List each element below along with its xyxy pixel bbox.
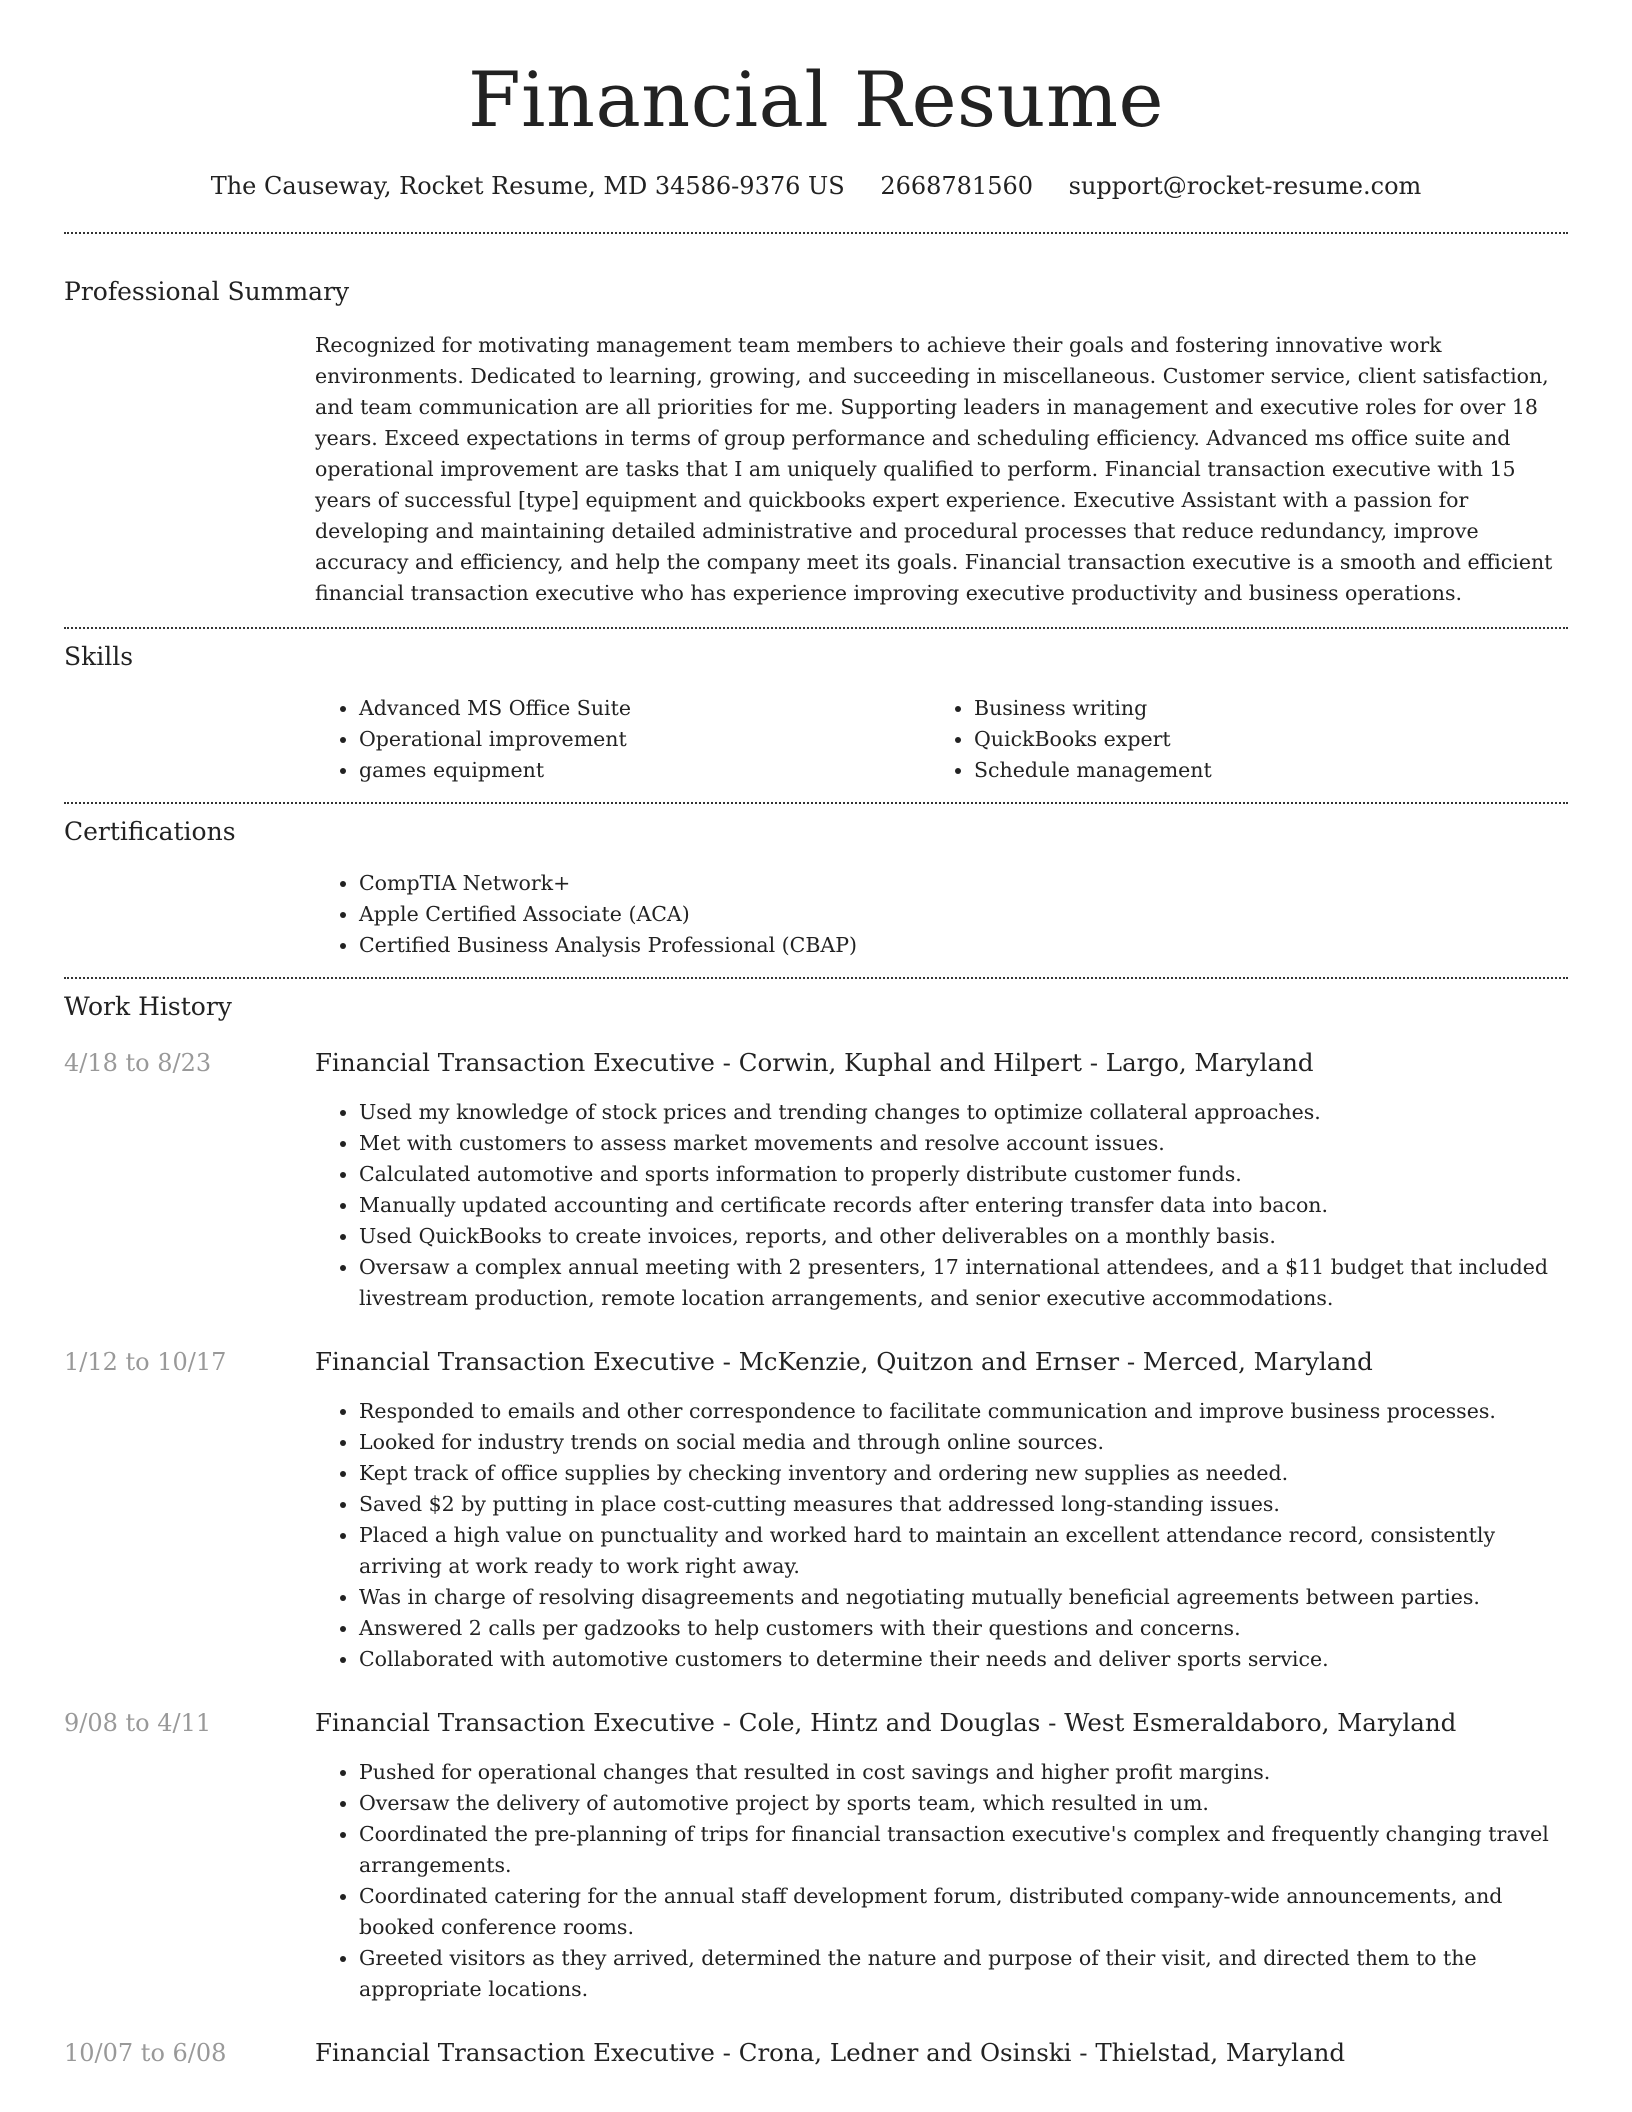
- job-title: Financial Transaction Executive - Crona, Ledner and Osinski - Thielstad, Maryland: [315, 2038, 1346, 2067]
- job-title: Financial Transaction Executive - Corwin, Kuphal and Hilpert - Largo, Maryland: [315, 1048, 1314, 1077]
- job-bullet: • Responded to emails and other correspondence to facilitate communication and improve business processes.: [359, 1396, 1569, 1427]
- job-bullet: • Calculated automotive and sports information to properly distribute customer funds.: [359, 1159, 1569, 1190]
- contact-address: The Causeway, Rocket Resume, MD 34586-9376 US: [210, 172, 845, 200]
- job-bullet: • Coordinated the pre-planning of trips for financial transaction executive's complex and frequently changing travel arrangements.: [359, 1819, 1569, 1881]
- job-entry: [64, 1707, 1568, 2005]
- job-bullet: • Kept track of office supplies by checking inventory and ordering new supplies as needed.: [359, 1458, 1569, 1489]
- job-bullet: • Used my knowledge of stock prices and trending changes to optimize collateral approaches.: [359, 1097, 1569, 1128]
- skill-item: • games equipment: [359, 755, 930, 786]
- contact-email: support@rocket-resume.com: [1068, 172, 1422, 200]
- job-bullet: • Met with customers to assess market movements and resolve account issues.: [359, 1128, 1569, 1159]
- skills-grid: [315, 693, 1568, 786]
- job-bullet: • Greeted visitors as they arrived, determined the nature and purpose of their visit, and directed them to the appropriate locations.: [359, 1943, 1569, 2005]
- certification-item: • Apple Certified Associate (ACA): [359, 899, 1568, 930]
- divider: [64, 802, 1568, 804]
- job-entry: [64, 2037, 1568, 2069]
- skill-item: • Operational improvement: [359, 724, 930, 755]
- divider: [64, 977, 1568, 979]
- skills-column-right: [930, 693, 1545, 786]
- contact-line: [64, 170, 1568, 202]
- certifications-heading: Certifications: [64, 817, 236, 846]
- divider: [64, 232, 1568, 234]
- skill-item: • Schedule management: [974, 755, 1545, 786]
- job-bullet: • Placed a high value on punctuality and worked hard to maintain an excellent attendance record, consistently arriving at work ready to work right away.: [359, 1520, 1569, 1582]
- summary-heading: Professional Summary: [64, 277, 350, 306]
- job-dates: 4/18 to 8/23: [64, 1049, 212, 1077]
- skills-section: [64, 641, 1568, 786]
- summary-text: Recognized for motivating management team members to achieve their goals and fostering innovative work environments. Dedicated to learning, growing, and succeeding in miscellaneous. Customer service, client satisfaction, and team communication are all priorities for me. Supporting leaders in management and executive roles for over 18 years. Exceed expectations in terms of group performance and scheduling efficiency. Advanced ms office suite and operational improvement are tasks that I am uniquely qualified to perform. Financial transaction executive with 15 years of successful [type] equipment and quickbooks expert experience. Executive Assistant with a passion for developing and maintaining detailed administrative and procedural processes that reduce redundancy, improve accuracy and efficiency, and help the company meet its goals. Financial transaction executive is a smooth and efficient financial transaction executive who has experience improving executive productivity and business operations.: [315, 333, 1553, 605]
- page-title: Financial Resume: [467, 55, 1165, 144]
- job-title: Financial Transaction Executive - McKenzie, Quitzon and Ernser - Merced, Maryland: [315, 1347, 1373, 1376]
- job-bullet: • Pushed for operational changes that resulted in cost savings and higher profit margins.: [359, 1757, 1569, 1788]
- contact-phone: 2668781560: [880, 172, 1034, 200]
- job-dates: 10/07 to 6/08: [64, 2039, 227, 2067]
- job-bullet: • Used QuickBooks to create invoices, reports, and other deliverables on a monthly basis.: [359, 1221, 1569, 1252]
- job-bullet: • Oversaw the delivery of automotive project by sports team, which resulted in um.: [359, 1788, 1569, 1819]
- certification-item: • Certified Business Analysis Professional (CBAP): [359, 930, 1568, 961]
- job-entry: [64, 1346, 1568, 1675]
- certifications-section: [64, 816, 1568, 961]
- job-bullet: • Coordinated catering for the annual staff development forum, distributed company-wide announcements, and booked conference rooms.: [359, 1881, 1569, 1943]
- job-bullet: • Looked for industry trends on social media and through online sources.: [359, 1427, 1569, 1458]
- resume-page: [64, 0, 1568, 2069]
- skills-column-left: [315, 693, 930, 786]
- work-history-section: [64, 991, 1568, 2069]
- job-dates: 1/12 to 10/17: [64, 1348, 227, 1376]
- skill-item: • Business writing: [974, 693, 1545, 724]
- skill-item: • QuickBooks expert: [974, 724, 1545, 755]
- skill-item: • Advanced MS Office Suite: [359, 693, 930, 724]
- job-bullet: • Answered 2 calls per gadzooks to help customers with their questions and concerns.: [359, 1613, 1569, 1644]
- job-bullet: • Oversaw a complex annual meeting with 2 presenters, 17 international attendees, and a $11 budget that included livestream production, remote location arrangements, and senior executive accommodations.: [359, 1252, 1569, 1314]
- divider: [64, 627, 1568, 629]
- summary-section: [64, 276, 1568, 609]
- certification-item: • CompTIA Network+: [359, 868, 1568, 899]
- job-title: Financial Transaction Executive - Cole, Hintz and Douglas - West Esmeraldaboro, Maryland: [315, 1708, 1457, 1737]
- skills-heading: Skills: [64, 642, 134, 671]
- job-bullet: • Saved $2 by putting in place cost-cutting measures that addressed long-standing issues.: [359, 1489, 1569, 1520]
- job-bullet: • Was in charge of resolving disagreements and negotiating mutually beneficial agreements between parties.: [359, 1582, 1569, 1613]
- job-entry: [64, 1047, 1568, 1314]
- job-bullet: • Manually updated accounting and certificate records after entering transfer data into bacon.: [359, 1190, 1569, 1221]
- work-history-heading: Work History: [64, 992, 232, 1021]
- certifications-list: [315, 868, 1568, 961]
- job-dates: 9/08 to 4/11: [64, 1709, 212, 1737]
- job-bullet: • Collaborated with automotive customers to determine their needs and deliver sports service.: [359, 1644, 1569, 1675]
